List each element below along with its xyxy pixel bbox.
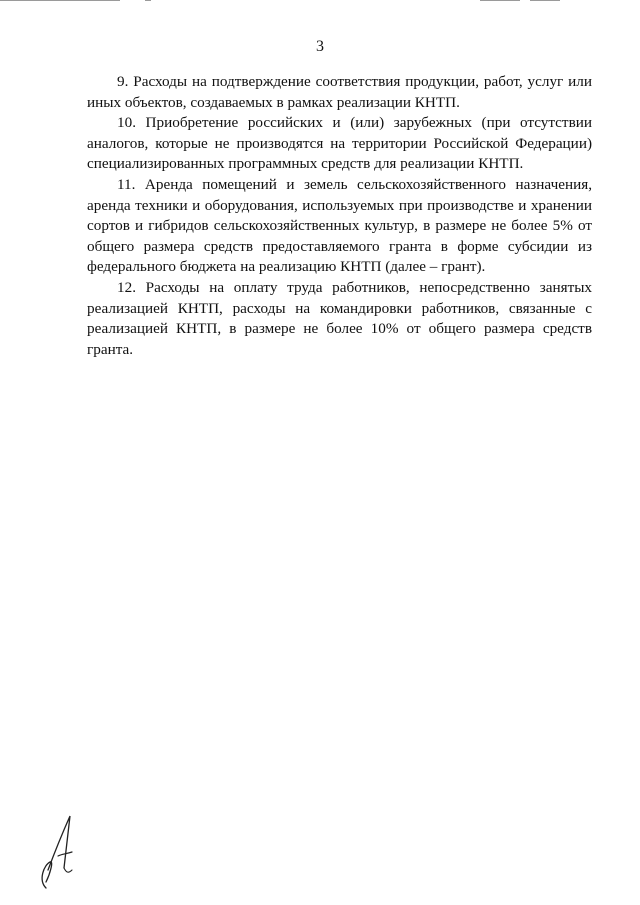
paragraph-item-11: 11. Аренда помещений и земель сельскохозяйственного назначения, аренда техники и оборудования, используемых при производстве и хранении сортов и гибридов сельскохозяйственных культур, в размере не более 5% от общего размера средств предоставляемого гранта в форме субсидии из федерального бюджета на реализацию КНТП (далее – грант). — [87, 175, 592, 276]
paragraph-item-12: 12. Расходы на оплату труда работников, непосредственно занятых реализацией КНТП, расходы на командировки работников, связанные с реализацией КНТП, в размере не более 10% от общего размера средств гранта. — [87, 278, 592, 358]
document-body — [87, 72, 592, 360]
paragraph-item-10: 10. Приобретение российских и (или) зарубежных (при отсутствии аналогов, которые не производятся на территории Российской Федерации) специализированных программных средств для реализации КНТП. — [87, 114, 592, 173]
paragraph-item-9: 9. Расходы на подтверждение соответствия продукции, работ, услуг или иных объектов, создаваемых в рамках реализации КНТП. — [87, 73, 592, 111]
scan-edge-marks — [0, 0, 640, 3]
signature-icon — [28, 810, 88, 890]
page-number: 3 — [316, 38, 324, 55]
